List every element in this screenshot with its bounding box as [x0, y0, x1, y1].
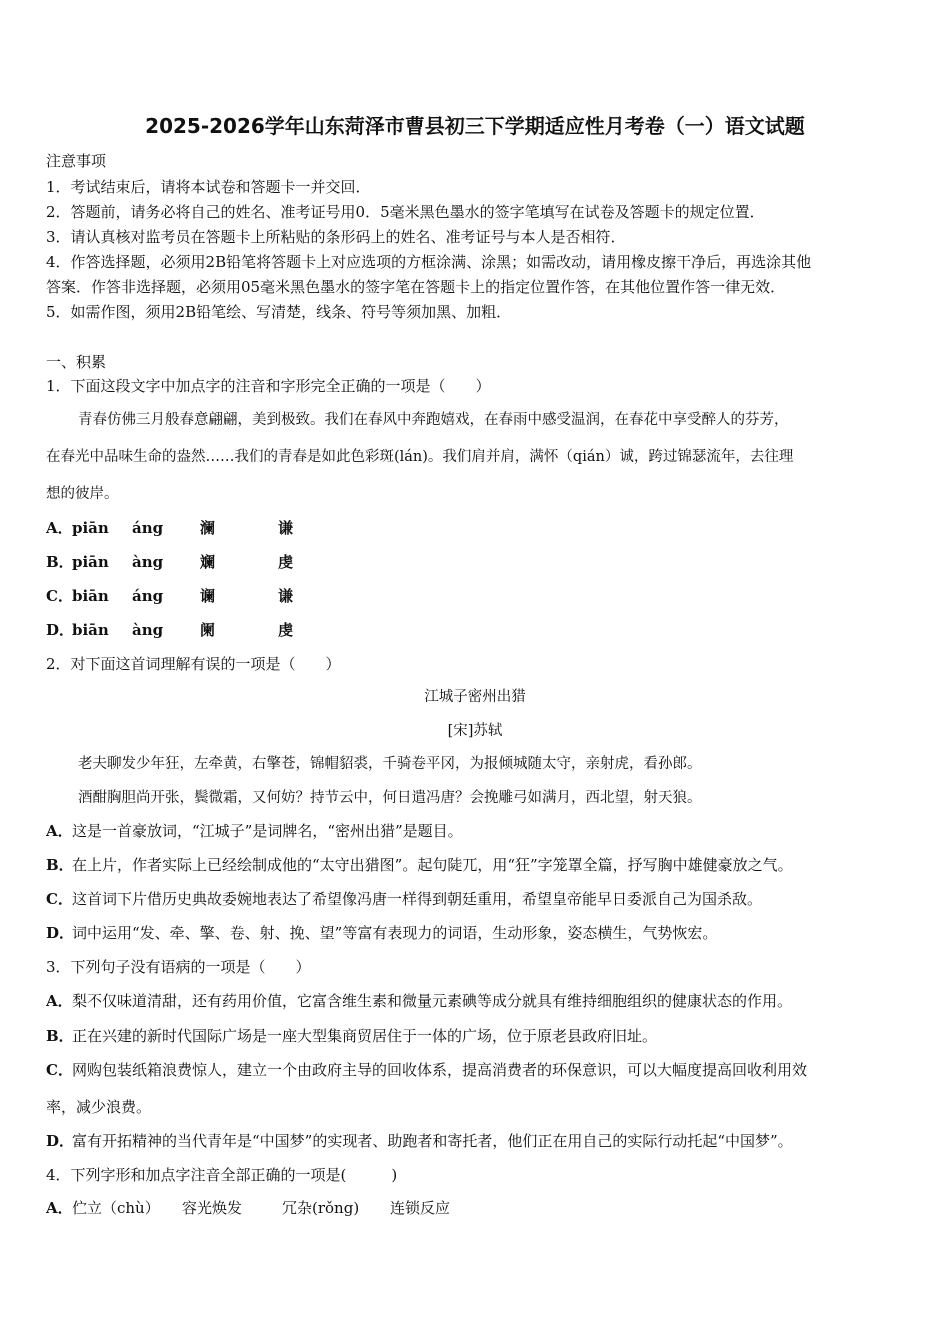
- q2-option-d[interactable]: D．词中运用“发、牵、擎、卷、射、挽、望”等富有表现力的词语，生动形象，姿态横生，气势恢宏。: [46, 924, 718, 942]
- q2-option-a[interactable]: A．这是一首豪放词，“江城子”是词牌名，“密州出猎”是题目。: [46, 822, 463, 840]
- q2-stem: 2．对下面这首词理解有误的一项是（ ）: [46, 655, 341, 673]
- q3-option-b[interactable]: B．正在兴建的新时代国际广场是一座大型集商贸居住于一体的广场，位于原老县政府旧址。: [46, 1027, 658, 1045]
- q2-option-b[interactable]: B．在上片，作者实际上已经绘制成他的“太守出猎图”。起句陡兀，用“狂”字笼罩全篇，抒写胸中雄健豪放之气。: [46, 856, 793, 874]
- q3-option-c[interactable]: C．网购包装纸箱浪费惊人，建立一个由政府主导的回收体系，提高消费者的环保意识，可以大幅度提高回收利用效: [46, 1061, 808, 1079]
- q2-option-c[interactable]: C．这首词下片借历史典故委婉地表达了希望像冯唐一样得到朝廷重用，希望皇帝能早日委派自己为国杀敌。: [46, 890, 763, 908]
- poem-author: [宋]苏轼: [447, 723, 503, 739]
- page-title: 2025-2026学年山东菏泽市曹县初三下学期适应性月考卷（一）语文试题: [145, 114, 805, 138]
- q3-option-c-cont: 率，减少浪费。: [46, 1098, 152, 1116]
- notice-item-1: 1．考试结束后，请将本试卷和答题卡一并交回．: [46, 178, 371, 196]
- notice-item-4: 4．作答选择题，必须用2B铅笔将答题卡上对应选项的方框涂满、涂黑；如需改动，请用橡皮擦干净后，再选涂其他: [46, 253, 812, 271]
- q1-option-d[interactable]: D．biān àng 阑 虔: [46, 621, 294, 639]
- q1-passage-line-1: 青春仿佛三月般春意翩翩，美到极致。我们在春风中奔跑嬉戏，在春雨中感受温润，在春花中享受醉人的芬芳，: [78, 412, 789, 428]
- notice-item-5: 5．如需作图，须用2B铅笔绘、写清楚，线条、符号等须加黑、加粗．: [46, 303, 512, 321]
- q4-stem: 4．下列字形和加点字注音全部正确的一项是( ): [46, 1166, 398, 1184]
- q1-option-c[interactable]: C．biān áng 谰 谦: [46, 587, 294, 605]
- notice-heading: 注意事项: [46, 152, 107, 170]
- q1-option-b[interactable]: B．piān àng 斓 虔: [46, 553, 294, 571]
- q3-option-d[interactable]: D．富有开拓精神的当代青年是“中国梦”的实现者、助跑者和寄托者，他们正在用自己的实际行动托起“中国梦”。: [46, 1132, 793, 1150]
- q1-option-a[interactable]: A．piān áng 澜 谦: [46, 519, 294, 537]
- q3-option-a[interactable]: A．梨不仅味道清甜，还有药用价值，它富含维生素和微量元素碘等成分就具有维持细胞组织的健康状态的作用。: [46, 992, 793, 1010]
- q4-option-a[interactable]: A．伫立（chù） 容光焕发 冗杂(rǒng) 连锁反应: [46, 1199, 451, 1217]
- poem-line-2: 酒酣胸胆尚开张，鬓微霜，又何妨？持节云中，何日遣冯唐？会挽雕弓如满月，西北望，射天狼。: [78, 790, 702, 806]
- q1-stem: 1．下面这段文字中加点字的注音和字形完全正确的一项是（ ）: [46, 377, 491, 395]
- notice-item-2: 2．答题前，请务必将自己的姓名、准考证号用0．5毫米黑色墨水的签字笔填写在试卷及答题卡的规定位置．: [46, 203, 765, 221]
- notice-item-3: 3．请认真核对监考员在答题卡上所粘贴的条形码上的姓名、准考证号与本人是否相符．: [46, 228, 626, 246]
- q1-passage-line-3: 想的彼岸。: [46, 486, 119, 502]
- q3-stem: 3．下列句子没有语病的一项是（ ）: [46, 958, 311, 976]
- poem-title: 江城子密州出猎: [424, 689, 526, 705]
- section-heading: 一、积累: [46, 353, 107, 371]
- notice-item-4-cont: 答案．作答非选择题，必须用05毫米黑色墨水的签字笔在答题卡上的指定位置作答，在其他位置作答一律无效．: [46, 278, 786, 296]
- q1-passage-line-2: 在春光中品味生命的盎然……我们的青春是如此色彩斑(lán)。我们肩并肩，满怀（qián）诚，跨过锦瑟流年，去往理: [46, 449, 794, 465]
- poem-line-1: 老夫聊发少年狂，左牵黄，右擎苍，锦帽貂裘，千骑卷平冈，为报倾城随太守，亲射虎，看孙郎。: [78, 756, 702, 772]
